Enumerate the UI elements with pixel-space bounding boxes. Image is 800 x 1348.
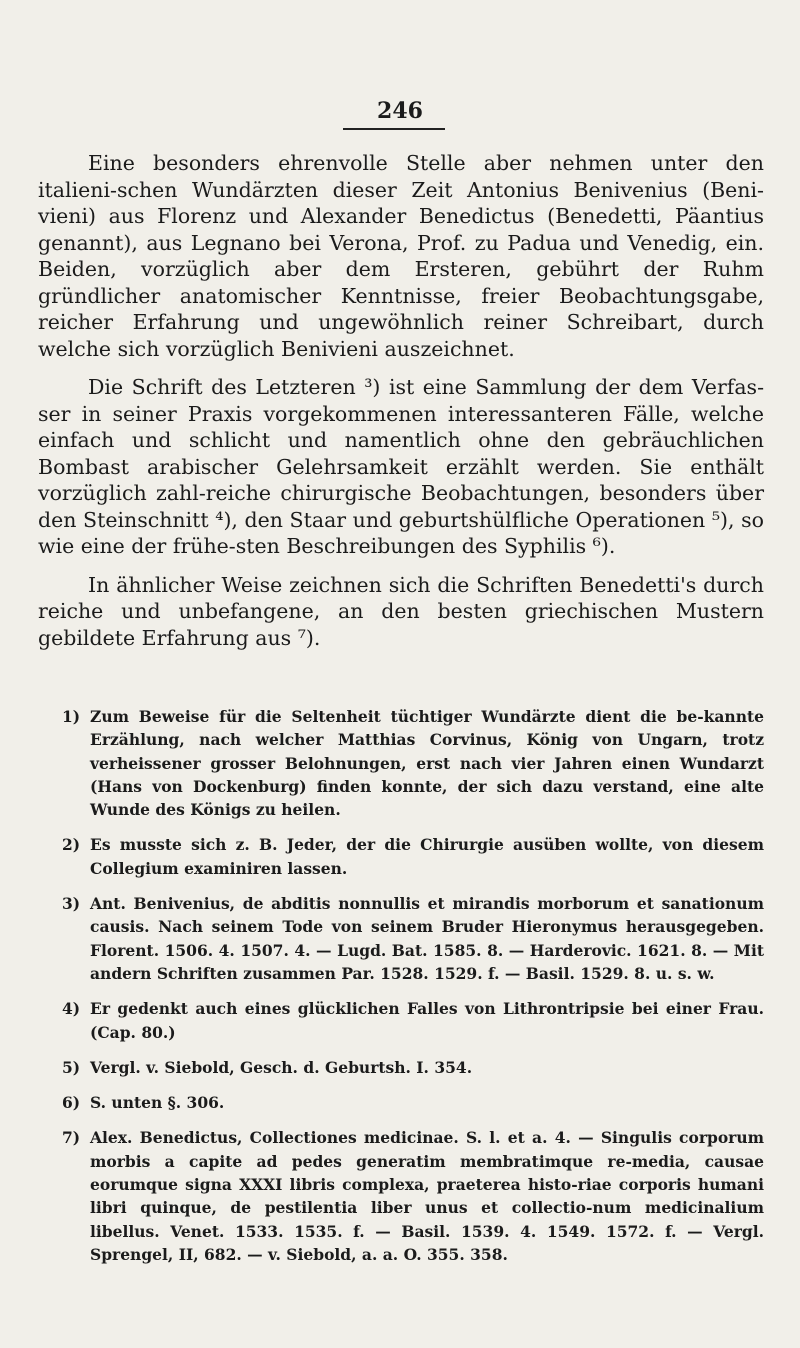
footnote-number: 5)	[62, 1057, 81, 1077]
footnotes	[62, 705, 764, 1278]
body-text	[38, 150, 764, 663]
footnote-4	[62, 997, 764, 1044]
footnote-text: Zum Beweise für die Seltenheit tüchtiger Wundärzte dient die be-kannte Erzählung, nach welcher Matthias Corvinus, König von Ungarn, trotz verheissener grosser Belohnungen, erst nach vier Jahren einen Wundarzt (Hans von Dockenburg) finden konnte, der sich dazu verstand, eine alte Wunde des Königs zu heilen.	[90, 707, 764, 820]
page-number: 246	[377, 98, 423, 124]
footnote-text: Alex. Benedictus, Collectiones medicinae. S. l. et a. 4. — Singulis corporum morbis a capite ad pedes generatim membratimque re-media, causae eorumque signa XXXI libris complexa, praeterea histo-riae corporis humani libri quinque, de pestilentia liber unus et collectio-num medicinalium libellus. Venet. 1533. 1535. f. — Basil. 1539. 4. 1549. 1572. f. — Vergl. Sprengel, II, 682. — v. Siebold, a. a. O. 355. 358.	[90, 1128, 764, 1264]
footnote-text: Es musste sich z. B. Jeder, der die Chirurgie ausüben wollte, von diesem Collegium examiniren lassen.	[90, 835, 764, 878]
paragraph-2: Die Schrift des Letzteren ³) ist eine Sammlung der dem Verfas-ser in seiner Praxis vorgekommenen interessanteren Fälle, welche einfach und schlicht und namentlich ohne den gebräuchlichen Bombast arabischer Gelehrsamkeit erzählt werden. Sie enthält vorzüglich zahl-reiche chirurgische Beobachtungen, besonders über den Steinschnitt ⁴), den Staar und geburtshülfliche Operationen ⁵), so wie eine der frühe-sten Beschreibungen des Syphilis ⁶).	[38, 375, 764, 558]
footnote-5	[62, 1056, 764, 1079]
footnote-text: Er gedenkt auch eines glücklichen Falles von Lithrontripsie bei einer Frau. (Cap. 80.)	[90, 999, 764, 1042]
paragraph-1: Eine besonders ehrenvolle Stelle aber nehmen unter den italieni-schen Wundärzten dieser Zeit Antonius Benivenius (Beni-vieni) aus Florenz und Alexander Benedictus (Benedetti, Päantius genannt), aus Legnano bei Verona, Prof. zu Padua und Venedig, ein. Beiden, vorzüglich aber dem Ersteren, gebührt der Ruhm gründlicher anatomischer Kenntnisse, freier Beobachtungsgabe, reicher Erfahrung und ungewöhnlich reiner Schreibart, durch welche sich vorzüglich Benivieni auszeichnet.	[38, 151, 764, 361]
footnote-number: 6)	[62, 1093, 81, 1113]
footnote-number: 2)	[62, 835, 81, 855]
footnote-7	[62, 1126, 764, 1266]
page-number-rule	[343, 128, 445, 130]
footnote-1	[62, 705, 764, 821]
footnote-number: 4)	[62, 999, 81, 1019]
footnote-number: 1)	[62, 707, 81, 726]
footnote-3	[62, 892, 764, 985]
footnote-2	[62, 833, 764, 880]
footnote-6	[62, 1091, 764, 1114]
footnote-number: 7)	[62, 1128, 81, 1148]
paragraph-3: In ähnlicher Weise zeichnen sich die Schriften Benedetti's durch reiche und unbefangene, an den besten griechischen Mustern gebildete Erfahrung aus ⁷).	[38, 572, 764, 650]
footnote-text: Vergl. v. Siebold, Gesch. d. Geburtsh. I. 354.	[90, 1057, 473, 1077]
footnote-text: S. unten §. 306.	[90, 1093, 225, 1113]
footnote-number: 3)	[62, 894, 81, 914]
footnote-text: Ant. Benivenius, de abditis nonnullis et mirandis morborum et sanationum causis. Nach seinem Tode von seinem Bruder Hieronymus herausgegeben. Florent. 1506. 4. 1507. 4. — Lugd. Bat. 1585. 8. — Harderovic. 1621. 8. — Mit andern Schriften zusammen Par. 1528. 1529. f. — Basil. 1529. 8. u. s. w.	[90, 894, 764, 983]
